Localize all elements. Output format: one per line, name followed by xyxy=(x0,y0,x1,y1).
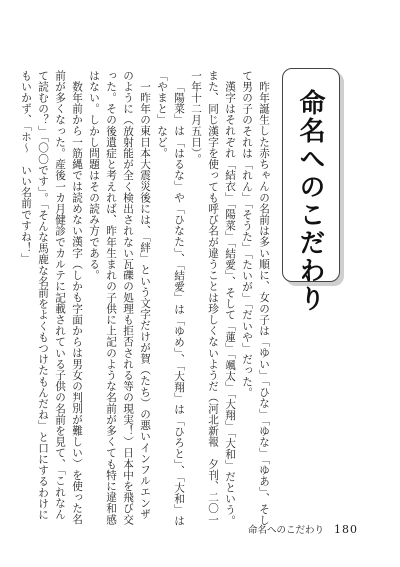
paragraph: 数年前から一筋縄では読めない漢字（しかも字面からは男女の判別が難しい）を使った名前が多くなった。産後一カ月健診でカルテに記載されている子供の名前を見て、「これなんて読むの？」「〇〇です」。「そんな馬鹿な名前をよくもつけたもんだね」と口にするわけにもいかず、「ホ〜 いい名前ですね！」 xyxy=(20,70,83,525)
paragraph: 漢字はそれぞれ「結衣」「陽菜」「結愛」、そして「蓮」「颯太」「大翔」「大和」だという。また、同じ漢字を使っても呼び名が違うことは珍しくないようだ（河北新報 夕刊、二〇一一年十二月五日）。 xyxy=(190,70,236,527)
page-number: 180 xyxy=(334,523,358,536)
body-text xyxy=(20,70,272,530)
chapter-title-box xyxy=(282,68,340,313)
chapter-title: 命名へのこだわり xyxy=(295,89,325,313)
paragraph: 昨年誕生した赤ちゃんの名前は多い順に、女の子は「ゆい」「ひな」「ゆな」「ゆあ」、そして男の子のそれは「れん」「そうた」「たいが」「だいや」だった。 xyxy=(241,70,270,526)
paragraph: 「陽菜」は「はるな」や「ひなた」、「結愛」は「ゆめ」、「大翔」は「ひろと」、「大和」は「やまと」など。 xyxy=(156,70,185,527)
paragraph: 一昨年の東日本大震災後には、「絆」という文字だけが賀（たち）の悪いインフルエンザのように（放射能が全く検出されない瓦礫の処理も拒否される等の現実！）日本中を飛び交った。その後遺症と考えれば、昨年生まれの子供に上記のような名前が多くても特に違和感はない。しかし問題はその読み方である。 xyxy=(88,70,151,526)
running-title: 命名へのこだわり xyxy=(247,525,324,536)
page-footer xyxy=(228,522,358,536)
